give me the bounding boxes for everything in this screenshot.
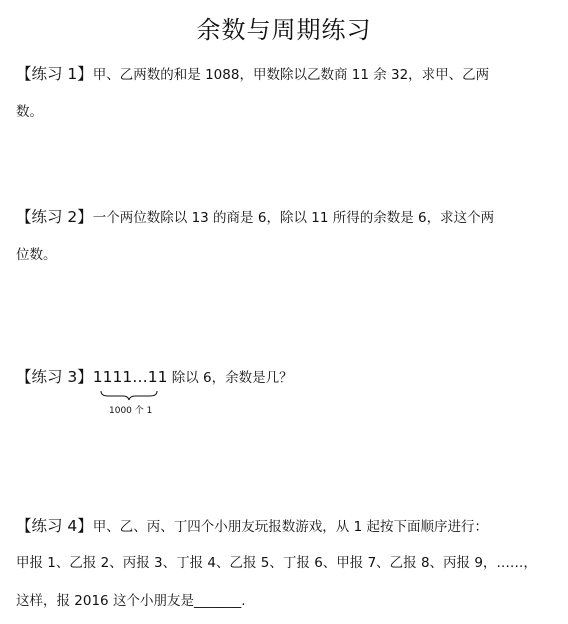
underbrace xyxy=(100,390,158,414)
exercise-1-line-1 xyxy=(16,64,489,85)
exercise-3-line xyxy=(16,367,293,388)
exercise-2-line-2 xyxy=(16,245,57,265)
exercise-3-text: 除以 6，余数是几？ xyxy=(167,370,293,386)
exercise-4-line-2 xyxy=(16,553,537,573)
exercise-2-line-1 xyxy=(16,207,494,228)
underbrace-icon xyxy=(100,390,158,402)
exercise-1-label: 【练习 1】 xyxy=(16,65,93,83)
exercise-2-label: 【练习 2】 xyxy=(16,208,93,226)
exercise-4-text-3: 这样，报 2016 这个小朋友是_______. xyxy=(16,593,246,609)
exercise-4-line-1 xyxy=(16,516,488,537)
exercise-2-text-1: 一个两位数除以 13 的商是 6，除以 11 所得的余数是 6，求这个两 xyxy=(92,210,495,226)
exercise-4-text-1: 甲、乙、丙、丁四个小朋友玩报数游戏，从 1 起按下面顺序进行： xyxy=(92,519,488,535)
exercise-2-text-2: 位数。 xyxy=(16,247,57,263)
exercise-4-text-2: 甲报 1、乙报 2、丙报 3、丁报 4、乙报 5、丁报 6、甲报 7、乙报 8、丙报 9，……， xyxy=(16,555,537,571)
exercise-4-line-3 xyxy=(16,591,245,611)
exercise-1-line-2 xyxy=(16,102,43,122)
exercise-1-text-1: 甲、乙两数的和是 1088，甲数除以乙数商 11 余 32，求甲、乙两 xyxy=(92,67,490,83)
exercise-3-number: 1111…11 xyxy=(92,368,168,386)
underbrace-caption: 1000 个 1 xyxy=(109,406,153,416)
page-title: 余数与周期练习 xyxy=(196,16,372,44)
exercise-3-label: 【练习 3】 xyxy=(16,368,93,386)
exercise-4-label: 【练习 4】 xyxy=(16,517,93,535)
exercise-1-text-2: 数。 xyxy=(16,104,43,120)
